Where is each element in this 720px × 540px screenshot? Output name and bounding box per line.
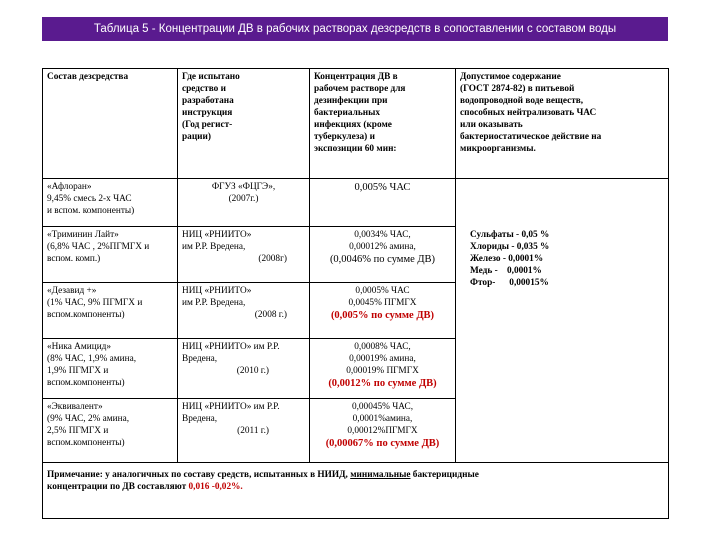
place-cell: НИЦ «РНИИТО» им Р.Р. Вредена, (2008г) — [178, 227, 310, 283]
conc-cell: 0,0005% ЧАС 0,0045% ПГМГХ (0,005% по сумме ДВ) — [310, 283, 456, 339]
note-row — [43, 463, 669, 519]
header-composition: Состав дезсредства — [43, 69, 178, 179]
place-cell: НИЦ «РНИИТО» им Р.Р. Вредена, (2008 г.) — [178, 283, 310, 339]
product-cell: «Афлоран» 9,45% смесь 2-х ЧАС и вспом. компоненты) — [43, 179, 178, 227]
product-cell: «Дезавид +» (1% ЧАС, 9% ПГМГХ и вспом.компоненты) — [43, 283, 178, 339]
place-cell: НИЦ «РНИИТО» им Р.Р. Вредена, (2011 г.) — [178, 399, 310, 463]
header-where-tested: Где испытано средство и разработана инструкция (Год регист- рации) — [178, 69, 310, 179]
product-cell: «Эквивалент» (9% ЧАС, 2% амина, 2,5% ПГМГХ и вспом.компоненты) — [43, 399, 178, 463]
product-cell: «Триминин Лайт» (6,8% ЧАС , 2%ПГМГХ и вспом. комп.) — [43, 227, 178, 283]
limits-cell: Сульфаты - 0,05 % Хлориды - 0,035 % Железо - 0,0001% Медь - 0,0001% Фтор- 0,00015% — [456, 179, 669, 463]
header-row — [43, 69, 669, 179]
note-cell: Примечание: у аналогичных по составу средств, испытанных в НИИД, минимальные бактерицидные концентрации по ДВ составляют 0,016 -0,02%. — [43, 463, 669, 519]
conc-cell: 0,0008% ЧАС, 0,00019% амина, 0,00019% ПГМГХ (0,0012% по сумме ДВ) — [310, 339, 456, 399]
header-allowed-content: Допустимое содержание (ГОСТ 2874-82) в питьевой водопроводной воде веществ, способных нейтрализовать ЧАС или оказывать бактериостатическое действие на микроорганизмы. — [456, 69, 669, 179]
product-cell: «Ника Амицид» (8% ЧАС, 1,9% амина, 1,9% ПГМГХ и вспом.компоненты) — [43, 339, 178, 399]
concentration-table — [42, 68, 669, 519]
conc-cell: 0,00045% ЧАС, 0,0001%амина, 0,00012%ПГМГХ (0,00067% по сумме ДВ) — [310, 399, 456, 463]
conc-cell: 0,005% ЧАС — [310, 179, 456, 227]
place-cell: ФГУЗ «ФЦГЭ», (2007г.) — [178, 179, 310, 227]
table-title: Таблица 5 - Концентрации ДВ в рабочих растворах дезсредств в сопоставлении с составом воды — [42, 17, 668, 41]
header-concentration: Концентрация ДВ в рабочем растворе для дезинфекции при бактериальных инфекциях (кроме туберкулеза) и экспозиции 60 мин: — [310, 69, 456, 179]
place-cell: НИЦ «РНИИТО» им Р.Р. Вредена, (2010 г.) — [178, 339, 310, 399]
conc-cell: 0,0034% ЧАС, 0,00012% амина, (0,0046% по сумме ДВ) — [310, 227, 456, 283]
table-row — [43, 179, 669, 227]
